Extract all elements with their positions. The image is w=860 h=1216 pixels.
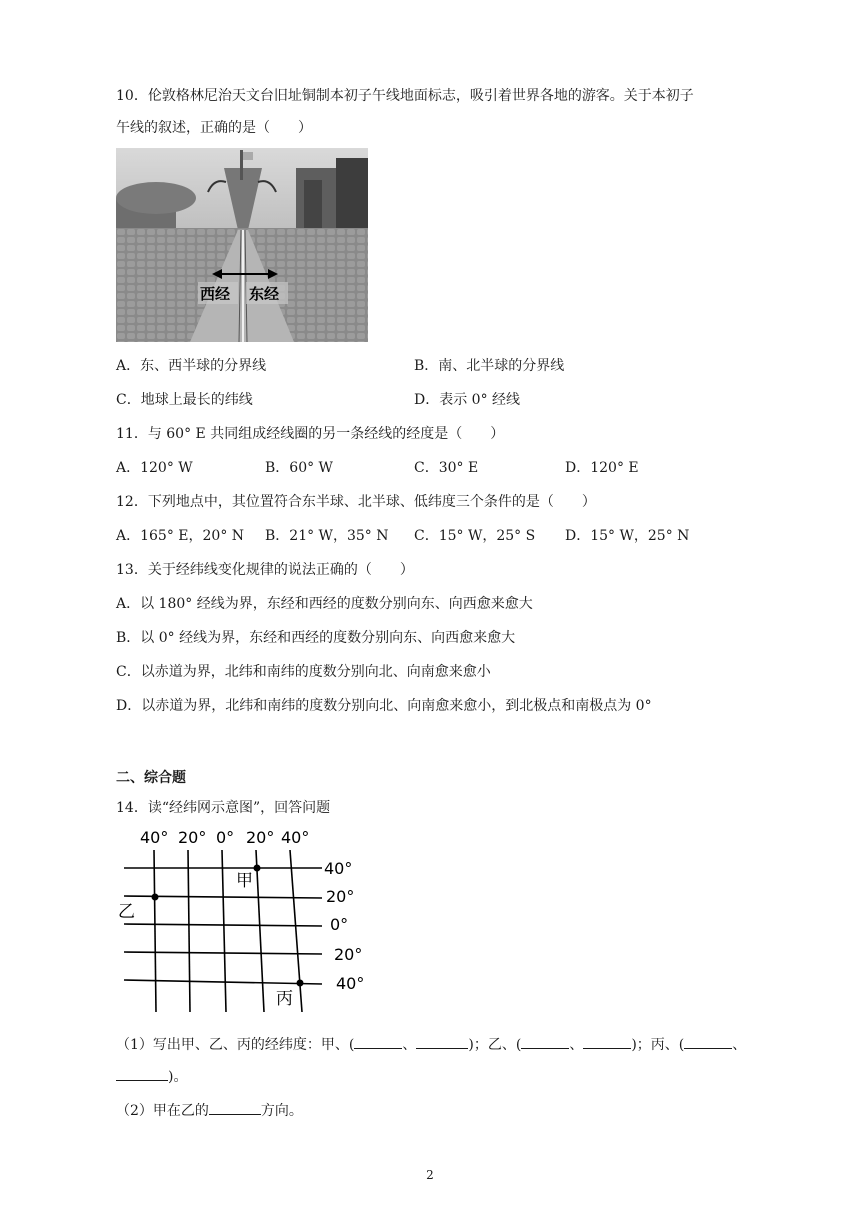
- answer-blank[interactable]: [684, 1034, 732, 1049]
- point-jia-label: 甲: [236, 871, 253, 891]
- q14-stem: 14．读“经纬网示意图”，回答问题: [116, 800, 331, 816]
- answer-blank[interactable]: [116, 1066, 168, 1081]
- q13-option-d: D．以赤道为界，北纬和南纬的度数分别向北、向南愈来愈小，到北极点和南极点为 0°: [116, 698, 652, 714]
- q10-option-d: D．表示 0° 经线: [414, 392, 521, 408]
- parallel-line: [124, 924, 322, 926]
- point-yi: [152, 894, 159, 901]
- meridian-photo-svg: [116, 148, 368, 342]
- q11-option-b: B．60° W: [265, 460, 333, 476]
- west-longitude-label: 西经: [200, 285, 231, 303]
- point-bing: [297, 980, 304, 987]
- meridian-photo: [116, 148, 368, 342]
- q11-option-d: D．120° E: [565, 460, 639, 476]
- q11-stem: 11．与 60° E 共同组成经线圈的另一条经线的经度是（ ）: [116, 426, 505, 442]
- lat-label-40n: 40°: [324, 859, 353, 878]
- lat-label-0: 0°: [330, 915, 349, 934]
- q12-option-b: B．21° W，35° N: [265, 528, 389, 544]
- q10-stem-line1: 10．伦敦格林尼治天文台旧址铜制本初子午线地面标志，吸引着世界各地的游客。关于本初子: [116, 88, 694, 104]
- point-jia: [254, 865, 261, 872]
- q12-option-d: D．15° W，25° N: [565, 528, 690, 544]
- q10-stem-line2: 午线的叙述，正确的是（ ）: [116, 120, 312, 136]
- q13-option-b: B．以 0° 经线为界，东经和西经的度数分别向东、向西愈来愈大: [116, 630, 516, 646]
- lat-label-20n: 20°: [326, 887, 355, 906]
- point-bing-label: 丙: [276, 989, 293, 1009]
- q14-sub1-line1: [116, 1034, 746, 1055]
- meridian-line: [188, 850, 190, 1012]
- meridian-line: [222, 850, 226, 1012]
- answer-blank[interactable]: [416, 1034, 468, 1049]
- parallel-line: [124, 980, 322, 984]
- answer-blank[interactable]: [583, 1034, 631, 1049]
- q14-sub2-suffix: 方向。: [260, 1103, 303, 1119]
- q14-sub1-sep: 、: [732, 1037, 747, 1053]
- lon-label-20e: 20°: [246, 828, 275, 847]
- q14-sub1-sep: 、: [402, 1037, 417, 1053]
- q14-sub2-prefix: （2）甲在乙的: [116, 1103, 209, 1119]
- answer-blank[interactable]: [354, 1034, 402, 1049]
- meridian-line: [290, 850, 302, 1012]
- q13-option-c: C．以赤道为界，北纬和南纬的度数分别向北、向南愈来愈小: [116, 664, 491, 680]
- lat-long-grid: [116, 826, 378, 1016]
- q11-option-c: C．30° E: [414, 460, 479, 476]
- lat-label-20s: 20°: [334, 945, 363, 964]
- q14-sub1-prefix: （1）写出甲、乙、丙的经纬度：甲、(: [116, 1037, 355, 1053]
- q12-option-a: A．165° E，20° N: [116, 528, 245, 544]
- q14-sub1-end: )。: [168, 1069, 188, 1085]
- q12-option-c: C．15° W，25° S: [414, 528, 536, 544]
- q14-sub1-line2: [116, 1066, 187, 1087]
- meridian-line: [256, 850, 264, 1012]
- q10-option-c: C．地球上最长的纬线: [116, 392, 253, 408]
- q14-sub2: [116, 1100, 303, 1121]
- lon-label-40w: 40°: [140, 828, 169, 847]
- meridian-line: [154, 850, 156, 1012]
- q11-option-a: A．120° W: [116, 460, 193, 476]
- east-longitude-label: 东经: [249, 285, 280, 303]
- lon-label-20w: 20°: [178, 828, 207, 847]
- q14-sub1-yi: )；乙、(: [468, 1037, 522, 1053]
- lat-long-grid-svg: [116, 826, 378, 1016]
- parallel-line: [124, 952, 322, 954]
- q10-option-b: B．南、北半球的分界线: [414, 358, 565, 374]
- answer-blank[interactable]: [521, 1034, 569, 1049]
- q14-sub1-sep: 、: [569, 1037, 584, 1053]
- section-title: 二、综合题: [116, 770, 186, 786]
- q13-option-a: A．以 180° 经线为界，东经和西经的度数分别向东、向西愈来愈大: [116, 596, 533, 612]
- point-yi-label: 乙: [118, 902, 135, 922]
- q12-stem: 12．下列地点中，其位置符合东半球、北半球、低纬度三个条件的是（ ）: [116, 494, 596, 510]
- lon-label-0: 0°: [216, 828, 235, 847]
- q10-option-a: A．东、西半球的分界线: [116, 358, 267, 374]
- lon-label-40e: 40°: [281, 828, 310, 847]
- lat-label-40s: 40°: [336, 974, 365, 993]
- q14-sub1-bing: )；丙、(: [631, 1037, 685, 1053]
- page-number: 2: [426, 1168, 434, 1182]
- answer-blank[interactable]: [209, 1100, 261, 1115]
- q13-stem: 13．关于经纬线变化规律的说法正确的（ ）: [116, 562, 414, 578]
